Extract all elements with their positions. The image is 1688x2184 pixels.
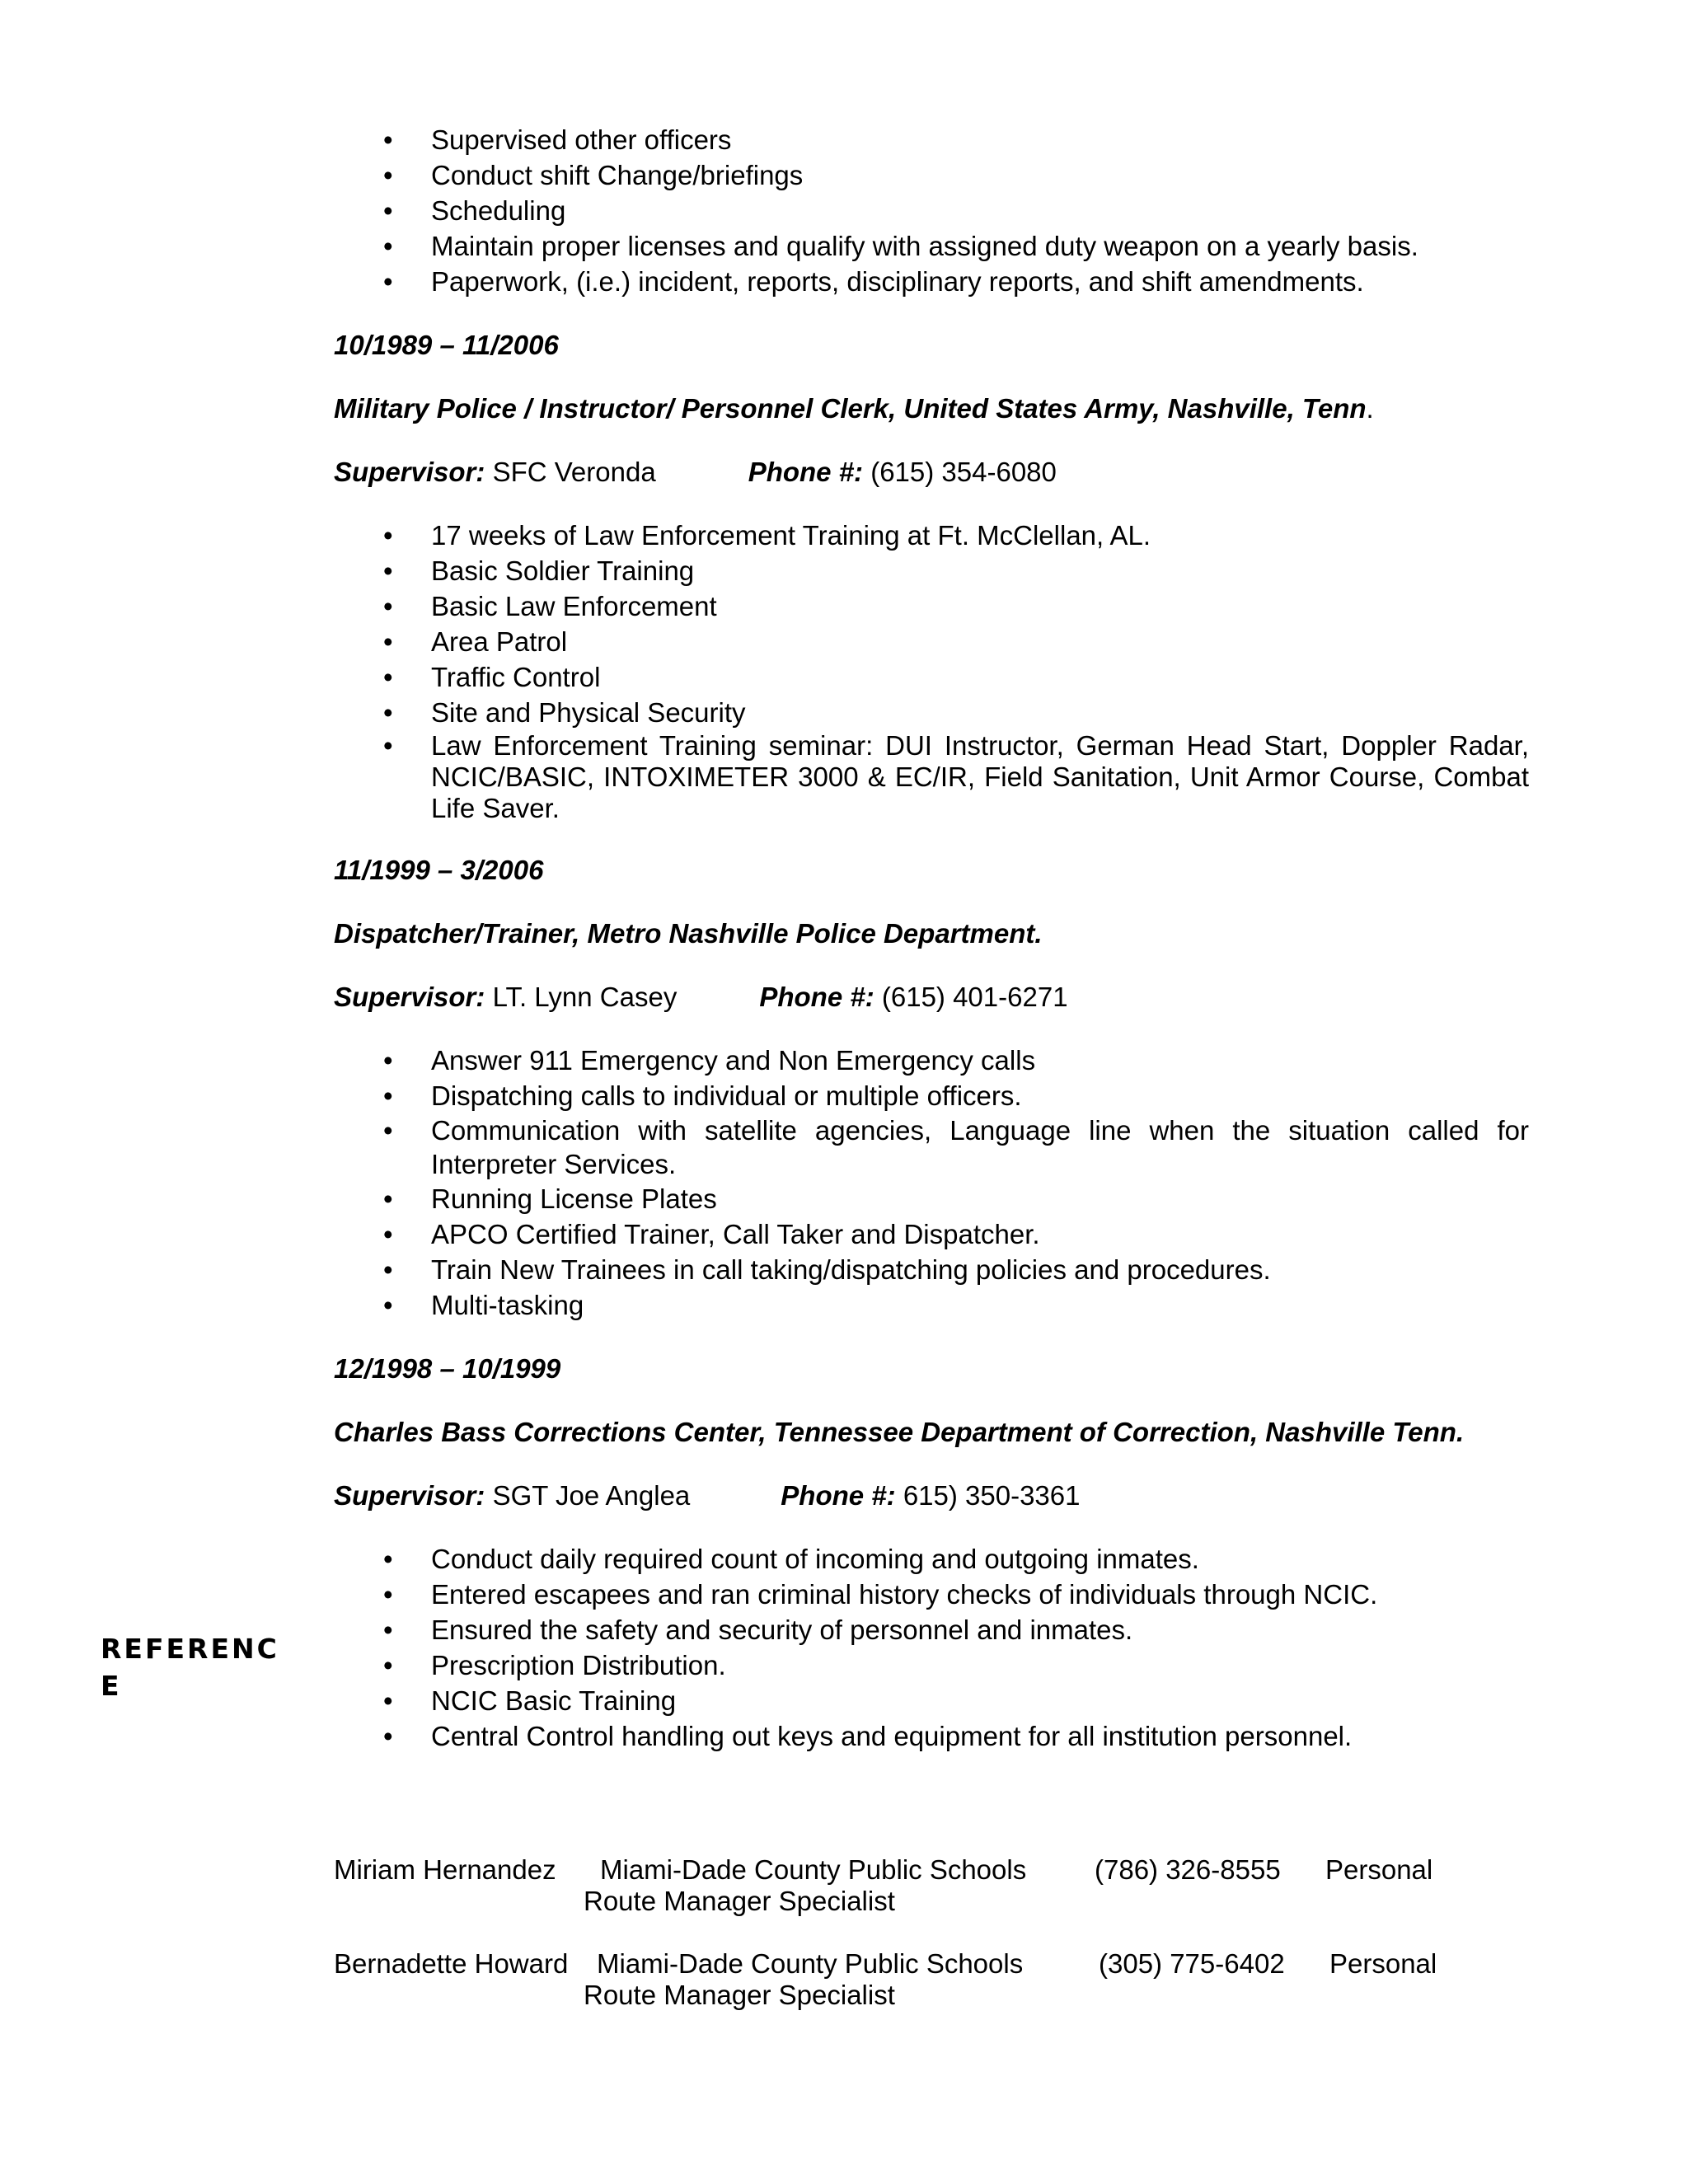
job-duties-list	[334, 518, 1529, 824]
job-title	[334, 1414, 1529, 1450]
list-item: • Basic Soldier Training	[334, 553, 1529, 588]
reference-title: Route Manager Specialist	[584, 1980, 895, 2010]
list-item: • 17 weeks of Law Enforcement Training at Ft. McClellan, AL.	[334, 518, 1529, 553]
top-bullet-list	[334, 122, 1529, 299]
job-title	[334, 916, 1529, 951]
phone-number: (615) 354-6080	[870, 457, 1057, 487]
list-item: • Answer 911 Emergency and Non Emergency calls	[334, 1043, 1529, 1078]
list-item: • Running License Plates	[334, 1181, 1529, 1216]
phone-label: Phone #:	[748, 457, 864, 487]
supervisor-label: Supervisor:	[334, 457, 485, 487]
supervisor-name: SGT Joe Anglea	[492, 1480, 691, 1511]
list-item: • Communication with satellite agencies, Language line when the situation called for Interpreter Services.	[334, 1113, 1529, 1181]
list-item: • Prescription Distribution.	[334, 1647, 1529, 1683]
list-item: • Multi-tasking	[334, 1287, 1529, 1323]
reference-type: Personal	[1325, 1854, 1433, 1885]
job-duties-list	[334, 1541, 1529, 1754]
list-item: • Entered escapees and ran criminal history checks of individuals through NCIC.	[334, 1577, 1529, 1612]
phone-number: 615) 350-3361	[903, 1480, 1081, 1511]
list-item: • NCIC Basic Training	[334, 1683, 1529, 1718]
job-title-suffix: .	[1366, 393, 1374, 424]
reference-type: Personal	[1329, 1948, 1437, 1979]
supervisor-label: Supervisor:	[334, 982, 485, 1012]
list-item: • Basic Law Enforcement	[334, 588, 1529, 624]
supervisor-line	[334, 979, 1529, 1015]
list-item: • Maintain proper licenses and qualify with assigned duty weapon on a yearly basis.	[334, 228, 1529, 264]
reference-name: Miriam Hernandez	[334, 1854, 556, 1885]
list-item: • Central Control handling out keys and equipment for all institution personnel.	[334, 1718, 1529, 1754]
reference-organization: Miami-Dade County Public Schools	[600, 1854, 1027, 1885]
list-item: • Conduct shift Change/briefings	[334, 157, 1529, 193]
supervisor-label: Supervisor:	[334, 1480, 485, 1511]
job-title-text: Military Police / Instructor/ Personnel Clerk, United States Army, Nashville, Tenn	[334, 393, 1367, 424]
list-item: • Law Enforcement Training seminar: DUI Instructor, German Head Start, Doppler Radar, NCIC/BASIC, INTOXIMETER 3000 & EC/IR, Field Sanitation, Unit Armor Course, Combat Life Saver.	[334, 730, 1529, 824]
list-item: • Traffic Control	[334, 659, 1529, 695]
references-list	[334, 1854, 1529, 2042]
reference-name: Bernadette Howard	[334, 1948, 569, 1979]
list-item: • Area Patrol	[334, 624, 1529, 659]
list-item: • APCO Certified Trainer, Call Taker and Dispatcher.	[334, 1216, 1529, 1252]
list-item: • Site and Physical Security	[334, 695, 1529, 730]
reference-entry	[334, 1854, 1529, 1917]
reference-phone: (786) 326-8555	[1095, 1854, 1281, 1885]
phone-label: Phone #:	[759, 982, 874, 1012]
list-item: • Conduct daily required count of incoming and outgoing inmates.	[334, 1541, 1529, 1577]
supervisor-name: LT. Lynn Casey	[492, 982, 678, 1012]
job-duties-list	[334, 1043, 1529, 1323]
job-title-text: Charles Bass Corrections Center, Tennessee Department of Correction, Nashville Tenn.	[334, 1417, 1465, 1447]
list-item: • Dispatching calls to individual or multiple officers.	[334, 1078, 1529, 1113]
phone-label: Phone #:	[781, 1480, 896, 1511]
supervisor-line	[334, 454, 1529, 490]
job-title-text: Dispatcher/Trainer, Metro Nashville Police Department.	[334, 918, 1043, 949]
job-date: 12/1998 – 10/1999	[334, 1353, 561, 1384]
list-item: • Paperwork, (i.e.) incident, reports, disciplinary reports, and shift amendments.	[334, 264, 1529, 299]
supervisor-name: SFC Veronda	[492, 457, 656, 487]
phone-number: (615) 401-6271	[881, 982, 1068, 1012]
reference-title: Route Manager Specialist	[584, 1886, 895, 1916]
list-item: • Supervised other officers	[334, 122, 1529, 157]
supervisor-line	[334, 1478, 1529, 1513]
reference-phone: (305) 775-6402	[1099, 1948, 1285, 1979]
reference-entry	[334, 1948, 1529, 2011]
list-item: • Ensured the safety and security of personnel and inmates.	[334, 1612, 1529, 1647]
job-title	[334, 391, 1529, 426]
references-heading: REFERENCE	[101, 1633, 279, 1702]
list-item: • Train New Trainees in call taking/dispatching policies and procedures.	[334, 1252, 1529, 1287]
job-date: 11/1999 – 3/2006	[334, 855, 544, 885]
reference-organization: Miami-Dade County Public Schools	[597, 1948, 1024, 1979]
list-item: • Scheduling	[334, 193, 1529, 228]
job-date: 10/1989 – 11/2006	[334, 330, 559, 360]
experience-section	[334, 122, 1529, 1754]
